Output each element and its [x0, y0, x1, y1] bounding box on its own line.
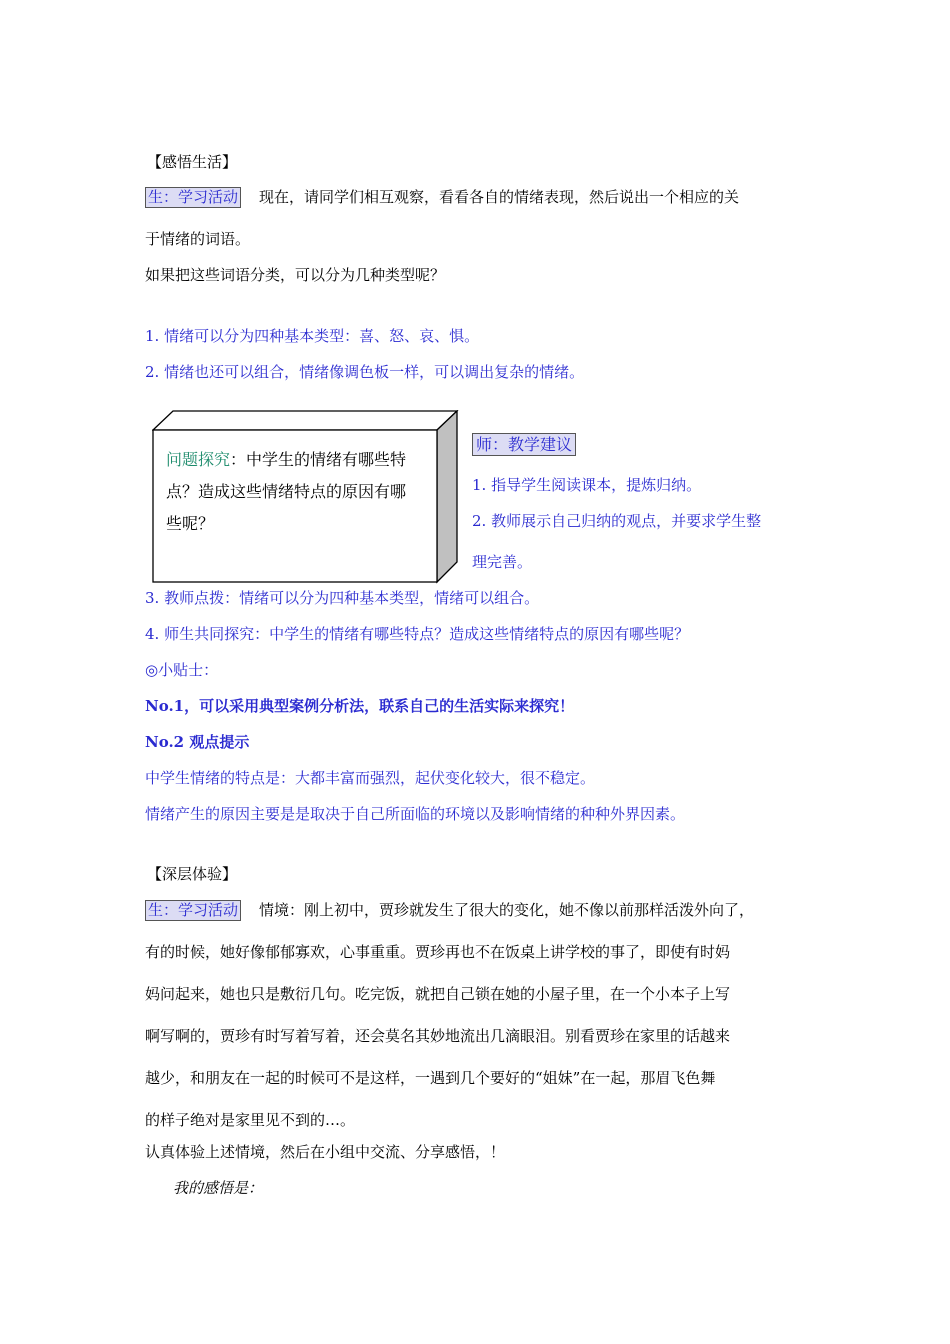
item-4: 4. 师生共同探究：中学生的情绪有哪些特点？造成这些情绪特点的原因有哪些呢？	[145, 625, 690, 643]
scenario-line-5: 越少，和朋友在一起的时候可不是这样，一遇到几个要好的“姐妹”在一起，那眉飞色舞	[145, 1069, 716, 1087]
inquiry-line-2: 点？造成这些情绪特点的原因有哪	[166, 482, 407, 501]
inquiry-text-1: ：中学生的情绪有哪些特	[230, 450, 407, 469]
point-2: 2. 情绪也还可以组合，情绪像调色板一样，可以调出复杂的情绪。	[145, 363, 585, 381]
tip-no2: No.2 观点提示	[145, 733, 250, 751]
student-activity-tag-2: 生：学习活动	[145, 900, 241, 921]
activity-line-2: 于情绪的词语。	[145, 230, 251, 248]
item-3: 3. 教师点拨：情绪可以分为四种基本类型，情绪可以组合。	[145, 589, 540, 607]
point-1: 1. 情绪可以分为四种基本类型：喜、怒、哀、惧。	[145, 327, 480, 345]
student-activity-tag: 生：学习活动	[145, 187, 241, 208]
view-characteristics: 中学生情绪的特点是：大都丰富而强烈，起伏变化较大，很不稳定。	[145, 769, 596, 787]
teacher-tip-item-1: 1. 指导学生阅读课本，提炼归纳。	[472, 476, 702, 494]
activity-text-1: 现在，请同学们相互观察，看看各自的情绪表现，然后说出一个相应的关	[259, 188, 740, 206]
my-feeling-label: 我的感悟是：	[173, 1179, 264, 1197]
inquiry-label: 问题探究	[166, 450, 231, 469]
teacher-tip-item-2-cont: 理完善。	[472, 553, 533, 571]
inquiry-line-1	[166, 447, 406, 473]
scenario-line-4: 啊写啊的，贾珍有时写着写着，还会莫名其妙地流出几滴眼泪。别看贾珍在家里的话越来	[145, 1027, 731, 1045]
inquiry-line-3: 些呢？	[166, 514, 215, 533]
view-causes: 情绪产生的原因主要是是取决于自己所面临的环境以及影响情绪的种种外界因素。	[145, 805, 686, 823]
scenario-line-3: 妈问起来，她也只是敷衍几句。吃完饭，就把自己锁在她的小屋子里，在一个小本子上写	[145, 985, 731, 1003]
scenario-task: 认真体验上述情境，然后在小组中交流、分享感悟，！	[145, 1143, 506, 1161]
tips-heading: ◎小贴士：	[145, 661, 219, 679]
teacher-tip-line	[472, 433, 576, 456]
teacher-tip-item-2: 2. 教师展示自己归纳的观点，并要求学生整	[472, 512, 762, 530]
classify-question: 如果把这些词语分类，可以分为几种类型呢？	[145, 266, 446, 284]
scenario-text-1: 情境：刚上初中，贾珍就发生了很大的变化，她不像以前那样活泼外向了，	[259, 901, 755, 919]
scenario-line-6: 的样子绝对是家里见不到的…。	[145, 1111, 356, 1129]
teacher-suggestion-tag: 师：教学建议	[472, 433, 576, 456]
activity-line-1	[145, 187, 739, 208]
tip-no1: No.1，可以采用典型案例分析法，联系自己的生活实际来探究！	[145, 697, 575, 715]
scenario-line-2: 有的时候，她好像郁郁寡欢，心事重重。贾珍再也不在饭桌上讲学校的事了，即使有时妈	[145, 943, 731, 961]
section-heading-life: 【感悟生活】	[147, 153, 238, 171]
section-heading-deep: 【深层体验】	[147, 865, 238, 883]
scenario-line-1	[145, 900, 754, 921]
